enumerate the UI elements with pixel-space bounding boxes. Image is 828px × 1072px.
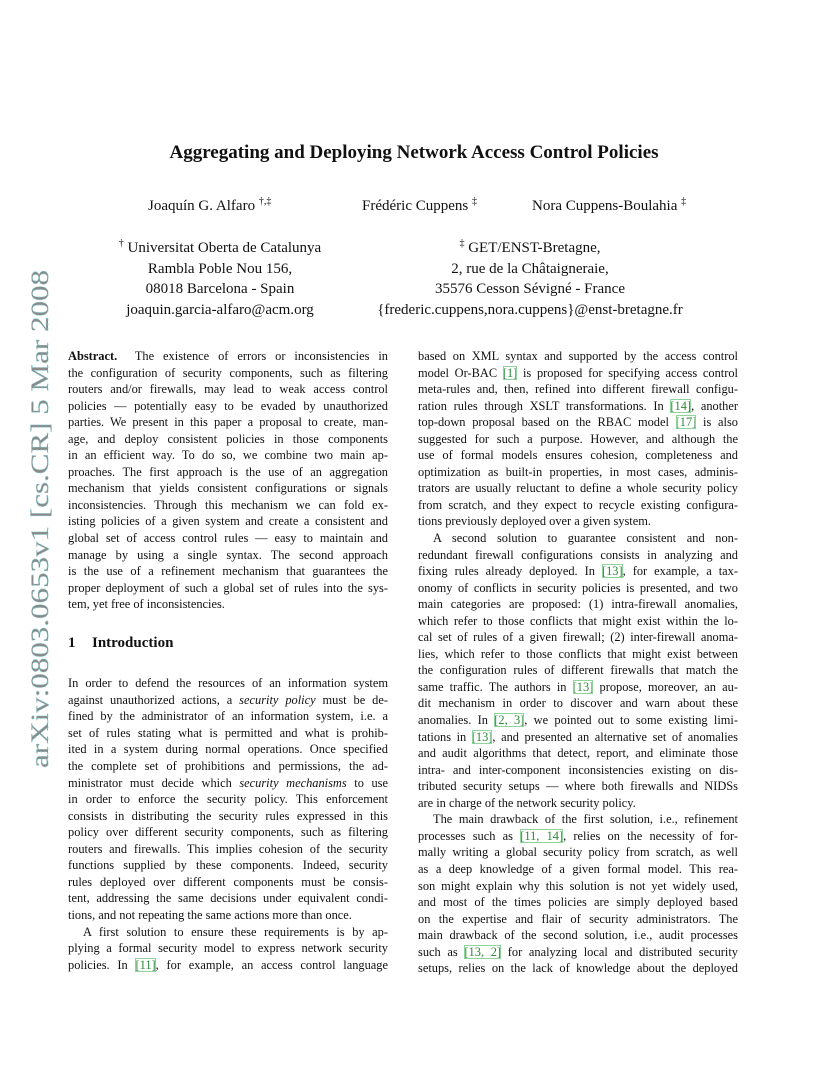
affiliation-line: 35576 Cesson Sévigné - France	[435, 281, 625, 297]
body-line	[68, 775, 388, 792]
section-title: Introduction	[92, 634, 174, 651]
citation-link[interactable]: [17]	[675, 415, 697, 430]
body-line: onomy of conflicts in security policies is presented, and two	[418, 580, 738, 595]
body-line: policy over different security components, such as filtering	[68, 825, 388, 840]
abstract-line: policies — potentially easy to be evaded by unauthorized	[68, 398, 388, 413]
affiliation-email: joaquin.garcia-alfaro@acm.org	[126, 301, 314, 318]
affiliation-line: Universitat Oberta de Catalunya	[127, 240, 322, 256]
author-mark: ‡	[681, 196, 687, 207]
body-text: , relies on the necessity of for-	[563, 828, 738, 843]
body-text: fixing rules already deployed. In	[418, 564, 602, 579]
body-line: rules deployed over different components must be consis-	[68, 874, 388, 889]
body-line: fined by the administrator of an information system, i.e. a	[68, 709, 388, 724]
abstract-line: tem, yet free of inconsistencies.	[68, 597, 225, 612]
body-line: as a deep knowledge of a given formal model. This rea-	[418, 861, 738, 876]
body-line: on the expertise and flair of security administrators. The	[418, 911, 738, 926]
body-line: and audit algorithms that detect, report, and eliminate those	[418, 746, 738, 761]
affiliation-mark: ‡	[459, 238, 465, 249]
body-line	[418, 414, 738, 431]
body-line	[418, 944, 738, 961]
section-number: 1	[68, 634, 76, 651]
affiliation-line: 08018 Barcelona - Spain	[145, 281, 295, 297]
abstract-line: isting policies of a given system and create a consistent and	[68, 514, 388, 529]
body-line: ited in a system during normal operations. Once specified	[68, 742, 388, 757]
abstract-line: proper deployment of such a global set of rules into the sys-	[68, 580, 388, 595]
body-text: is also	[696, 415, 738, 430]
affiliation-email: {frederic.cuppens,nora.cuppens}@enst-bretagne.fr	[377, 301, 683, 318]
right-column	[418, 348, 738, 977]
body-text: ministrator must decide which	[68, 775, 240, 790]
body-line	[418, 398, 738, 415]
citation-link[interactable]: [1]	[502, 365, 518, 380]
body-line: are in charge of the network security policy.	[418, 795, 636, 810]
section-heading	[68, 635, 388, 652]
body-line: In order to defend the resources of an information system	[68, 676, 388, 691]
body-line: consists in distributing the security rules expressed in this	[68, 808, 388, 823]
abstract-line: routers and/or firewalls, may lead to weak access control	[68, 382, 388, 397]
body-line	[418, 828, 738, 845]
body-text: same traffic. The authors in	[418, 679, 573, 694]
emphasis: security policy	[239, 692, 316, 707]
affiliation-enst	[360, 234, 700, 320]
body-line: mally writing a global security policy from scratch, as well	[418, 845, 738, 860]
body-text: anomalies. In	[418, 713, 495, 728]
body-line: optimization as built-in properties, in most cases, adminis-	[418, 464, 738, 479]
body-line: lies, which refer to those conflicts that might exist between	[418, 646, 738, 661]
author-cuppens	[362, 196, 477, 215]
body-text: policies. In	[68, 957, 136, 972]
body-line: plying a formal security model to express network security	[68, 941, 388, 956]
body-text: tations in	[418, 729, 472, 744]
author-alfaro	[148, 196, 271, 215]
body-text: propose, moreover, an au-	[593, 679, 738, 694]
body-line: son might explain why this solution is not yet widely used,	[418, 878, 738, 893]
abstract-line: manage by using a single syntax. The second approach	[68, 547, 388, 562]
body-line: dit mechanism in order to discover and warn about these	[418, 696, 738, 711]
body-line: main categories are proposed: (1) intra-firewall anomalies,	[418, 597, 738, 612]
left-column	[68, 348, 388, 973]
affiliation-line: 2, rue de la Châtaigneraie,	[451, 260, 609, 277]
body-line	[418, 712, 738, 729]
citation-link[interactable]: [13]	[471, 729, 493, 744]
body-line	[68, 692, 388, 709]
affiliation-mark: †	[118, 238, 124, 249]
body-line: based on XML syntax and supported by the access control	[418, 349, 738, 363]
body-text: for analyzing local and distributed security	[501, 944, 739, 959]
body-line: redundant firewall configurations consists in analyzing and	[418, 547, 738, 562]
body-line	[68, 957, 388, 974]
abstract-line: in an efficient way. To do so, we combine two main ap-	[68, 448, 388, 463]
body-line: in order to enforce the security policy. This enforcement	[68, 792, 388, 807]
intro-paragraph-1	[68, 675, 388, 923]
body-line: set of rules stating what is permitted and what is prohib-	[68, 725, 388, 740]
body-text: ration rules through XSLT transformations. In	[418, 398, 671, 413]
abstract-line: inconsistencies. Through this mechanism we can fold ex-	[68, 497, 388, 512]
body-text: processes such as	[418, 828, 521, 843]
body-text: , for example, an access control language	[155, 957, 388, 972]
abstract-line: mechanism that yields consistent configurations or signals	[68, 481, 388, 496]
citation-link[interactable]: [2, 3]	[494, 713, 525, 728]
body-line: use of formal models ensures cohesion, completeness and	[418, 448, 738, 463]
citation-link[interactable]: [13]	[572, 679, 594, 694]
affiliation-uoc	[100, 234, 340, 320]
abstract-line: is the use of a refinement mechanism that guarantees the	[68, 564, 388, 579]
body-text: , another	[691, 398, 738, 413]
abstract-label: Abstract.	[68, 349, 118, 363]
body-line: from scratch, and they expect to recycle existing configura-	[418, 497, 738, 512]
body-line: main drawback of the second solution, i.e., audit processes	[418, 928, 738, 943]
abstract-line: parties. We present in this paper a proposal to create, man-	[68, 415, 388, 430]
body-line: tions previously deployed over a given system.	[418, 514, 651, 529]
arxiv-stamp-text: arXiv:0803.0653v1 [cs.CR] 5 Mar 2008	[25, 358, 54, 768]
intro-paragraph-2	[68, 924, 388, 974]
body-text: , and presented an alternative set of anomalies	[492, 729, 738, 744]
abstract-line: the configuration of security components, such as filtering	[68, 365, 388, 380]
body-text: is proposed for specifying access control	[517, 365, 738, 380]
body-line	[418, 563, 738, 580]
body-line	[418, 365, 738, 382]
body-line: and most of the times policies are simply deployed based	[418, 895, 738, 910]
body-line: tions, and not repeating the same actions more than once.	[68, 907, 352, 922]
body-line: functions supplied by these components. Indeed, security	[68, 858, 388, 873]
emphasis: security mechanisms	[239, 775, 347, 790]
body-line	[418, 729, 738, 746]
body-text: against unauthorized actions, a	[68, 692, 240, 707]
affiliation-line: Rambla Poble Nou 156,	[147, 260, 293, 277]
abstract-line: global set of access control rules — easy to maintain and	[68, 531, 388, 546]
body-line: A first solution to ensure these requirements is by ap-	[83, 924, 388, 939]
right-paragraph-1	[418, 348, 738, 530]
citation-link[interactable]: [13, 2]	[464, 944, 502, 959]
body-text: top-down proposal based on the RBAC model	[418, 415, 676, 430]
body-line: suggested for such a purpose. However, and although the	[418, 431, 738, 446]
author-mark: ‡	[471, 196, 477, 207]
body-line: A second solution to guarantee consistent and non-	[433, 531, 738, 546]
body-line: trators are usually reluctant to define a whole security policy	[418, 481, 738, 496]
body-line: cal set of rules of a given firewall; (2) inter-firewall anoma-	[418, 630, 738, 645]
right-paragraph-3	[418, 811, 738, 976]
body-text: , we pointed out to some existing limi-	[524, 713, 739, 728]
body-line: routers and firewalls. This implies cohesion of the security	[68, 841, 388, 856]
body-text: model Or-BAC	[418, 365, 503, 380]
arxiv-stamp	[14, 268, 58, 768]
affiliation-line: GET/ENST-Bretagne,	[468, 240, 601, 256]
abstract	[68, 348, 388, 613]
body-line: meta-rules and, then, refined into different firewall configu-	[418, 382, 738, 397]
author-name: Frédéric Cuppens	[362, 198, 469, 214]
author-cuppens-boulahia	[532, 196, 686, 215]
body-line	[418, 679, 738, 696]
body-line: the configuration rules of different firewalls that match the	[418, 663, 738, 678]
citation-link[interactable]: [11]	[135, 957, 156, 972]
body-text: must be de-	[315, 692, 388, 707]
right-paragraph-2	[418, 530, 738, 811]
abstract-line: The existence of errors or inconsistencies in	[134, 349, 388, 363]
body-line: The main drawback of the first solution, i.e., refinement	[433, 812, 738, 827]
body-line: tent, addressing the same decisions under equivalent condi-	[68, 891, 388, 906]
body-line: intra- and inter-component inconsistencies existing on dis-	[418, 762, 738, 777]
author-mark: †,‡	[258, 196, 272, 207]
page-title: Aggregating and Deploying Network Access Control Policies	[169, 142, 659, 163]
author-name: Nora Cuppens-Boulahia	[532, 198, 678, 214]
abstract-line: proaches. The first approach is the use of an aggregation	[68, 464, 388, 479]
citation-link[interactable]: [11, 14]	[520, 828, 564, 843]
citation-link[interactable]: [13]	[601, 564, 623, 579]
body-line: which refer to those conflicts that might exist within the lo-	[418, 613, 738, 628]
body-text: such as	[418, 944, 465, 959]
citation-link[interactable]: [14]	[670, 398, 692, 413]
body-line: tributed security setups — where both firewalls and NIDSs	[418, 779, 738, 794]
abstract-line: age, and deploy consistent policies in those components	[68, 431, 388, 446]
body-line: setups, relies on the lack of knowledge about the deployed	[418, 961, 738, 976]
author-name: Joaquín G. Alfaro	[148, 198, 256, 214]
body-text: to use	[346, 775, 388, 790]
body-text: , for example, a tax-	[622, 564, 738, 579]
body-line: the complete set of prohibitions and permissions, the ad-	[68, 759, 388, 774]
